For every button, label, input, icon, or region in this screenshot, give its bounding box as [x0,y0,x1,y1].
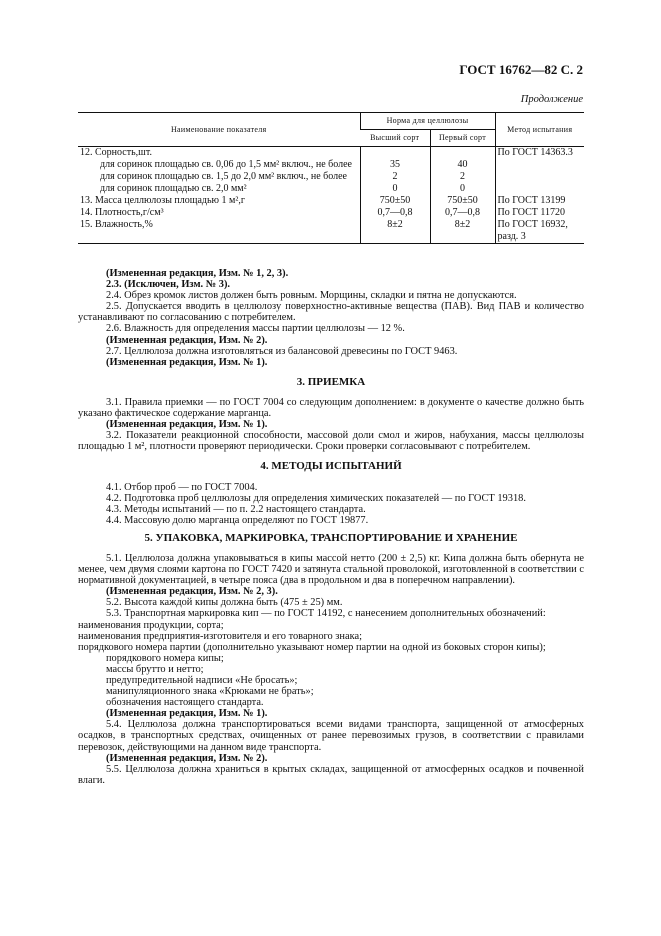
paragraph-5-1: 5.1. Целлюлоза должна упаковываться в кипы массой нетто (200 ± 2,5) кг. Кипа должна быть обернута не менее, чем двумя слоями картона по ГОСТ 7420 и затянута стальной проволокой, изготовленной в соответствии с нормативной документацией, в четыре пояса (два в продольном и два в поперечном направлении). [78,552,584,587]
cell-first: 40 [430,159,495,171]
col-header-method: Метод испытания [495,113,584,147]
paragraph-2-4: 2.4. Обрез кромок листов должен быть ровным. Морщины, складки и пятна не допускаются. [106,290,517,302]
document-header: ГОСТ 16762—82 С. 2 [459,62,583,77]
cell-name: 14. Плотность,г/см³ [80,207,164,218]
paragraph-2-6: 2.6. Влажность для определения массы партии целлюлозы — 12 %. [106,323,405,335]
marking-item: порядкового номера партии (дополнительно указывают номер партии на одной из боковых сторон кипы); [78,641,546,653]
table-row [78,159,584,171]
table-row [78,147,584,160]
cell-first: 0 [430,183,495,195]
cell-method: По ГОСТ 13199 [495,195,584,207]
table-row [78,183,584,195]
amendment-note: (Измененная редакция, Изм. № 1). [106,356,268,368]
col-header-first: Первый сорт [430,130,495,147]
table-row [78,171,584,183]
cell-first: 2 [430,171,495,183]
marking-item: обозначения настоящего стандарта. [106,697,264,709]
cell-premium: 750±50 [360,195,430,207]
paragraph-4-1: 4.1. Отбор проб — по ГОСТ 7004. [106,481,258,493]
amendment-note: (Измененная редакция, Изм. № 2). [106,334,268,346]
amendment-note: (Измененная редакция, Изм. № 2, 3). [106,586,278,598]
marking-item: порядкового номера кипы; [106,652,224,664]
continuation-label: Продолжение [520,94,583,105]
cell-first: 0,7—0,8 [430,207,495,219]
cell-name: 13. Масса целлюлозы площадью 1 м²,г [80,195,245,206]
col-header-name: Наименование показателя [78,113,360,147]
paragraph-5-3: 5.3. Транспортная маркировка кип — по ГОСТ 14192, с нанесением дополнительных обозначений: [106,608,546,620]
col-header-premium: Высший сорт [360,130,430,147]
amendment-note: (Измененная редакция, Изм. № 1, 2, 3). [106,268,289,279]
cell-method: По ГОСТ 11720 [495,207,584,219]
amendment-note: (Измененная редакция, Изм. № 1). [106,708,268,720]
cell-premium: 2 [360,171,430,183]
cell-first [430,147,495,160]
paragraph-4-3: 4.3. Методы испытаний — по п. 2.2 настоящего стандарта. [106,503,366,515]
paragraph-2-7: 2.7. Целлюлоза должна изготовляться из балансовой древесины по ГОСТ 9463. [106,345,458,357]
marking-item: манипуляционного знака «Крюками не брать»; [106,686,314,698]
marking-item: массы брутто и нетто; [106,663,204,675]
paragraph-5-2: 5.2. Высота каждой кипы должна быть (475 ± 25) мм. [106,597,343,609]
cell-name: для соринок площадью св. 2,0 мм² [100,183,247,194]
amendment-note: (Измененная редакция, Изм. № 2). [106,752,268,764]
cell-name: для соринок площадью св. 1,5 до 2,0 мм² включ., не более [100,171,347,182]
cell-first: 750±50 [430,195,495,207]
section-3-title: 3. ПРИЕМКА [296,375,366,388]
marking-item: предупредительной надписи «Не бросать»; [106,675,298,686]
table-row [78,195,584,207]
cell-method [495,183,584,195]
cell-premium: 35 [360,159,430,171]
paragraph-4-2: 4.2. Подготовка проб целлюлозы для определения химических показателей — по ГОСТ 19318. [106,492,526,504]
paragraph-2-3: 2.3. (Исключен, Изм. № 3). [106,279,231,291]
cell-name: 15. Влажность,% [78,219,360,244]
cell-name: для соринок площадью св. 0,06 до 1,5 мм² включ., не более [100,159,352,170]
cell-method [495,171,584,183]
section-5-title: 5. УПАКОВКА, МАРКИРОВКА, ТРАНСПОРТИРОВАНИЕ И ХРАНЕНИЕ [144,531,518,544]
section-4-title: 4. МЕТОДЫ ИСПЫТАНИЙ [260,460,402,473]
paragraph-4-4: 4.4. Массовую долю марганца определяют по ГОСТ 19877. [106,514,369,526]
paragraph-2-5: 2.5. Допускается вводить в целлюлозу поверхностно-активные вещества (ПАВ). Вид ПАВ и количество устанавливают по согласованию с потребителем. [78,301,584,324]
amendment-note: (Измененная редакция, Изм. № 1). [106,419,268,431]
marking-item: наименования продукции, сорта; [78,619,224,631]
paragraph-3-2: 3.2. Показатели реакционной способности, массовой доли смол и жиров, набухания, массы целлюлозы площадью 1 м², плотности проверяют периодически. Сроки проверки согласовывают с потребителем. [78,430,584,453]
cell-premium: 0,7—0,8 [360,207,430,219]
table-row [78,207,584,219]
cell-method [495,159,584,171]
cell-premium: 8±2 [360,219,430,244]
cell-first: 8±2 [430,219,495,244]
paragraph-3-1: 3.1. Правила приемки — по ГОСТ 7004 со следующим дополнением: в документе о качестве должно быть указано фактическое содержание марганца. [78,396,584,420]
col-header-norm: Норма для целлюлозы [360,113,495,130]
table-row [78,219,584,244]
cell-premium [360,147,430,160]
cell-method: По ГОСТ 16932, разд. 3 [495,219,584,244]
cell-name: 12. Сорность,шт. [80,147,152,158]
paragraph-5-4: 5.4. Целлюлоза должна транспортироваться всеми видами транспорта, защищенной от атмосферных осадков, в транспортных средствах, очищенных от ранее перевозимых грузов, в соответствии с правилами перевозок, действующими на данном виде транспорта. [78,719,584,753]
marking-item: наименования предприятия-изготовителя и его товарного знака; [78,630,362,642]
paragraph-5-5: 5.5. Целлюлоза должна храниться в крытых складах, защищенной от атмосферных осадков и почвенной влаги. [78,763,584,786]
specification-table [78,112,584,244]
cell-method: По ГОСТ 14363.3 [495,147,584,160]
cell-premium: 0 [360,183,430,195]
document-body [78,268,584,786]
